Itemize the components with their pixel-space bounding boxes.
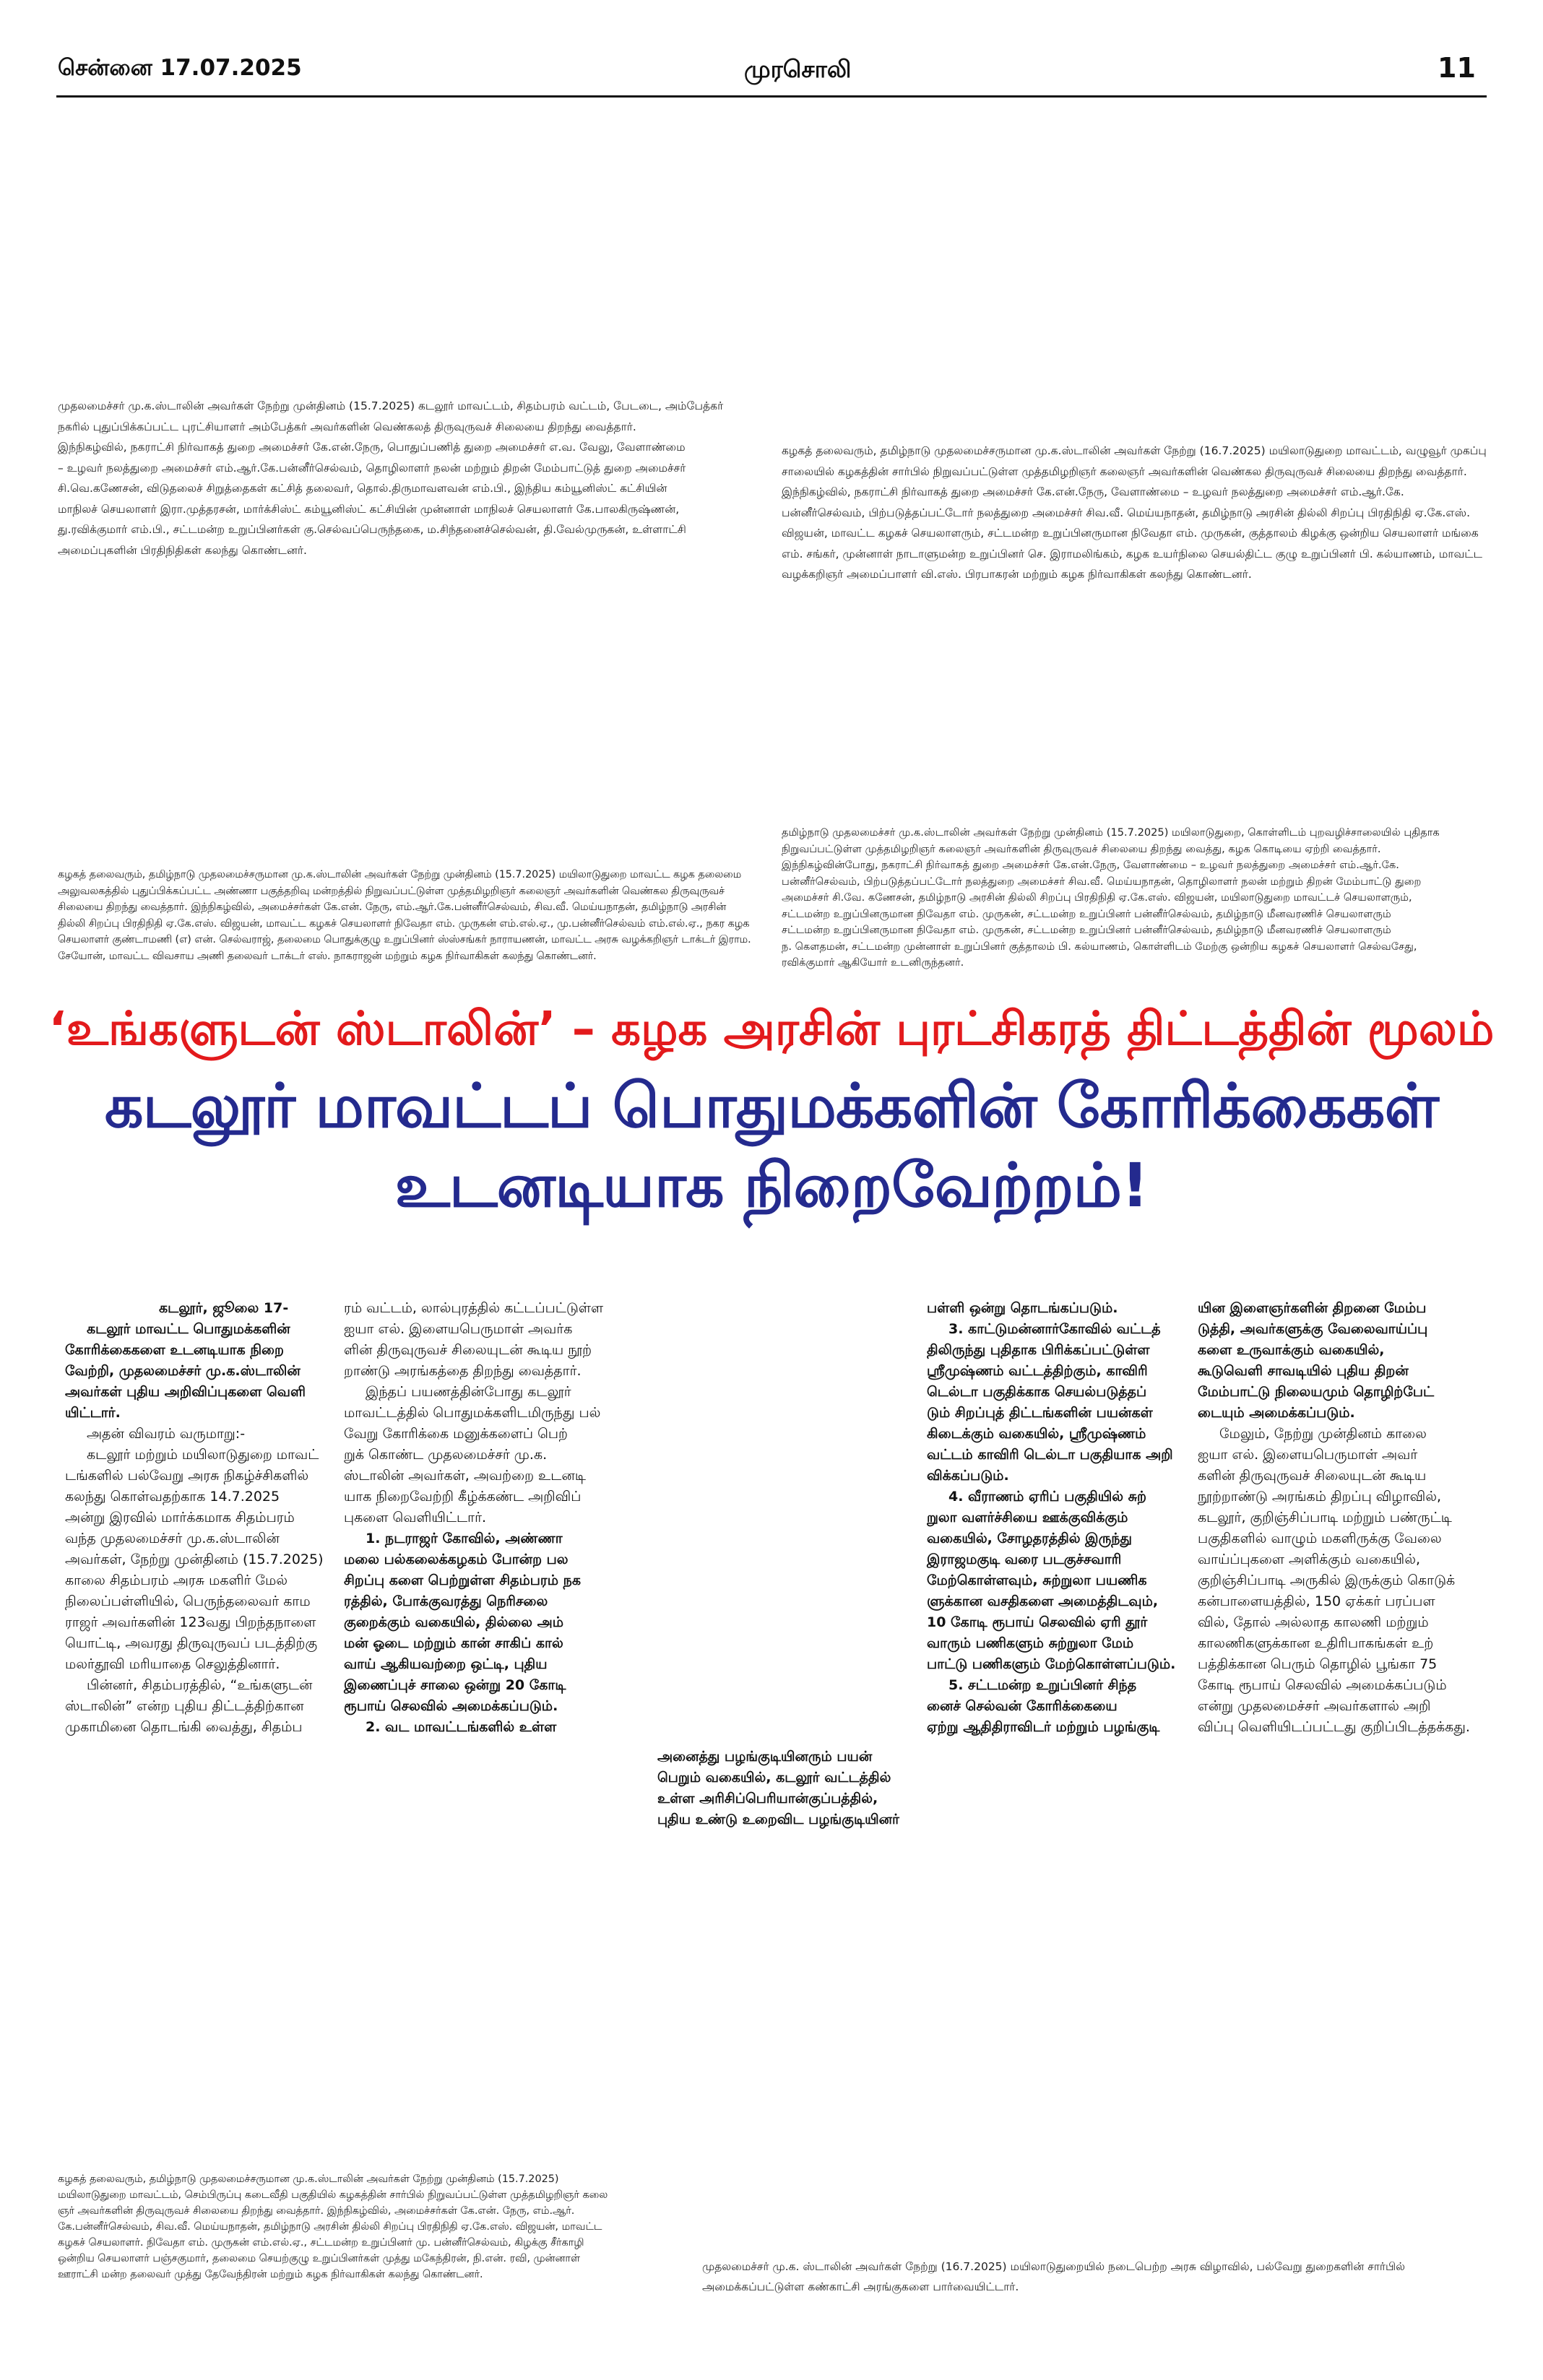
text-line: அவர்கள், நேற்று முன்தினம் (15.7.2025) (65, 1552, 324, 1567)
photo-caption (58, 867, 751, 964)
text-line: வாரும் பணிகளும் சுற்றுலா மேம் (927, 1635, 1134, 1651)
text-line: கலந்து கொள்வதற்காக 14.7.2025 (65, 1489, 280, 1505)
text-line: சட்டமன்ற உறுப்பினருமான நிவேதா எம். முருகன், சட்டமன்ற உறுப்பினர் பன்னீர்செல்வம், தமிழ்நாடு மீனவரணிச் செயலாளரும் (782, 924, 1391, 936)
text-line: விக்கப்படும். (927, 1468, 1009, 1484)
text-line: செயலாளர் குண்டாமணி (எ) என். செல்வராஜ், தலைமை பொதுக்குழு உறுப்பினர் ஸ்ஸ்சங்கர் நாராயணன், மாவட்ட அரசு வழக்கறிஞர் டாக்டர் இராம. (58, 934, 751, 945)
text-line: கிடைக்கும் வகையில், ஸ்ரீமுஷ்ணம் (927, 1426, 1146, 1442)
text-line: றாண்டு அரங்கத்தை திறந்து வைத்தார். (344, 1363, 582, 1379)
text-line: ஸ்டாலின் அவர்கள், அவற்றை உடனடி (344, 1468, 586, 1484)
text-line: முதலமைச்சர் மு.க.ஸ்டாலின் அவர்கள் நேற்று முன்தினம் (15.7.2025) கடலூர் மாவட்டம், சிதம்பரம் வட்டம், பேடடை, அம்பேத்கர் (58, 399, 724, 412)
text-line: வழக்கறிஞர் அமைப்பாளர் வி.எஸ். பிரபாகரன் மற்றும் கழக நிர்வாகிகள் கலந்து கொண்டனர். (782, 568, 1252, 581)
text-line: றுக் கொண்ட முதலமைச்சர் மு.க. (344, 1447, 548, 1463)
text-line: மாவட்டத்தில் பொதுமக்களிடமிருந்து பல் (344, 1405, 601, 1421)
text-line: ஸ்டாலின்” என்ற புதிய திட்டத்திற்கான (65, 1698, 304, 1714)
text-line: ரம் வட்டம், லால்புரத்தில் கட்டப்பட்டுள்ள (344, 1300, 604, 1316)
header-rule (56, 95, 1487, 98)
text-line: அமைச்சர் சி.வே. கணேசன், தமிழ்நாடு அரசின் தில்லி சிறப்பு பிரதிநிதி ஏ.கே.எஸ். விஜயன், மயிலாடுதுறை மாவட்டச் செயலாளரும், (782, 891, 1412, 904)
page-number: 11 (1438, 52, 1476, 84)
photo-caption (702, 2256, 1405, 2297)
masthead: முரசொலி (744, 55, 852, 83)
text-line: தில்லி சிறப்பு பிரதிநிதி ஏ.கே.எஸ். விஜயன், மாவட்ட கழகச் செயலாளர் நிவேதா எம். முருகன் எம்.எல்.ஏ., மு.பன்னீர்செல்வம் எம்.எல்.ஏ., நகர கழக (58, 917, 750, 930)
text-line: வில், தோல் அல்லாத காலணி மற்றும் (1198, 1614, 1429, 1630)
article-column-1 (65, 1298, 324, 1738)
text-line: சாலையில் கழகத்தின் சார்பில் நிறுவப்பட்டுள்ள முத்தமிழறிஞர் கலைஞர் அவர்களின் வெண்கல திருவுருவச் சிலையை திறந்து வைத்தார். (782, 464, 1467, 478)
text-line: குறிஞ்சிப்பாடி அருகில் இருக்கும் கொடுக் (1198, 1572, 1456, 1588)
text-line: களை உருவாக்கும் வகையில், (1198, 1342, 1385, 1358)
text-line: பகுதிகளில் வாழும் மகளிருக்கு வேலை (1198, 1531, 1442, 1546)
text-line: யொட்டி, அவரது திருவுருவப் படத்திற்கு (65, 1635, 318, 1651)
text-line: கடலூர் மாவட்ட பொதுமக்களின் (87, 1321, 290, 1337)
text-line: காலணிகளுக்கான உதிரிபாகங்கள் உற் (1198, 1635, 1434, 1651)
text-line: வேறு கோரிக்கை மனுக்களைப் பெற் (344, 1426, 568, 1442)
text-line: காலை சிதம்பரம் அரசு மகளிர் மேல் (65, 1572, 288, 1588)
text-line: கடலூர் மற்றும் மயிலாடுதுறை மாவட் (87, 1447, 319, 1463)
text-line: இந்நிகழ்வின்போது, நகராட்சி நிர்வாகத் துறை அமைச்சர் கே.என்.நேரு, வேளாண்மை – உழவர் நலத்துறை அமைச்சர் எம்.ஆர்.கே. (782, 859, 1399, 871)
text-line: வாய்ப்புகளை அளிக்கும் வகையில், (1198, 1552, 1420, 1567)
text-line: மாநிலச் செயலாளர் இரா.முத்தரசன், மார்க்சிஸ்ட் கம்யூனிஸ்ட் கட்சியின் முன்னாள் மாநிலச் செயலாளர் கே.பாலகிருஷ்ணன், (58, 502, 680, 516)
text-line: நிறுவப்பட்டுள்ள முத்தமிழறிஞர் கலைஞர் அவர்களின் திருவுருவச் சிலையை திறந்து வைத்து, கழக கொடியை ஏற்றி வைத்தார். (782, 842, 1381, 855)
text-line: 4. வீராணம் ஏரிப் பகுதியில் சுற் (948, 1489, 1146, 1505)
text-line: மேற்கொள்ளவும், சுற்றுலா பயணிக (927, 1572, 1147, 1588)
text-line: இந்தப் பயணத்தின்போது கடலூர் (366, 1384, 571, 1400)
text-line: பின்னர், சிதம்பரத்தில், “உங்களுடன் (87, 1677, 313, 1693)
text-line: அவர்கள் புதிய அறிவிப்புகளை வெளி (65, 1384, 306, 1400)
text-line: வேற்றி, முதலமைச்சர் மு.க.ஸ்டாலின் (65, 1363, 301, 1379)
text-line: பன்னீர்செல்வம், பிற்படுத்தப்பட்டோர் நலத்துறை அமைச்சர் சிவ.வீ. மெய்யநாதன், தொழிலாளர் நலன் மற்றும் திறன் மேம்பாட்டு துறை (782, 875, 1422, 888)
text-line: அமைப்புகளின் பிரதிநிதிகள் கலந்து கொண்டனர். (58, 543, 307, 557)
text-line: 1. நடராஜர் கோவில், அண்ணா (366, 1531, 563, 1546)
text-line: யின இளைஞர்களின் திறனை மேம்ப (1198, 1300, 1427, 1316)
text-line: இந்நிகழ்வில், நகராட்சி நிர்வாகத் துறை அமைச்சர் கே.என்.நேரு, வேளாண்மை – உழவர் நலத்துறை அமைச்சர் எம்.ஆர்.கே. (782, 485, 1404, 498)
text-line: 5. சட்டமன்ற உறுப்பினர் சிந்த (948, 1677, 1137, 1693)
text-line: யிட்டார். (65, 1405, 121, 1421)
article-column-3 (657, 1747, 899, 1830)
text-line: பன்னீர்செல்வம், பிற்படுத்தப்பட்டோர் நலத்துறை அமைச்சர் சிவ.வீ. மெய்யநாதன், தமிழ்நாடு அரசின் தில்லி சிறப்பு பிரதிநிதி ஏ.கே.எஸ். (782, 506, 1471, 519)
headline-main: கடலூர் மாவட்டப் பொதுமக்களின் கோரிக்கைகள் உடனடியாக நிறைவேற்றம்! (104, 1070, 1439, 1221)
text-line: அமைக்கப்பட்டுள்ள கண்காட்சி அரங்குகளை பார்வையிட்டார். (702, 2280, 1019, 2293)
text-line: 10 கோடி ரூபாய் செலவில் ஏரி தூர் (927, 1614, 1148, 1630)
text-line: சட்டமன்ற உறுப்பினருமான நிவேதா எம். முருகன், சட்டமன்ற உறுப்பினர் பன்னீர்செல்வம், தமிழ்நாடு மீனவரணிச் செயலாளரும் (782, 907, 1391, 920)
text-line: பாட்டு பணிகளும் மேற்கொள்ளப்படும். (927, 1656, 1176, 1672)
text-line: னைச் செல்வன் கோரிக்கையை (927, 1698, 1118, 1714)
text-line: றுலா வளர்ச்சியை ஊக்குவிக்கும் (927, 1510, 1128, 1526)
text-line: சி.வெ.கணேசன், விடுதலைச் சிறுத்தைகள் கட்சித் தலைவர், தொல்.திருமாவளவன் எம்.பி., இந்திய கம்யூனிஸ்ட் கட்சியின் (58, 482, 667, 495)
text-line: கடலூர், ஜூலை 17- (159, 1300, 289, 1316)
text-line: கன்பாளையத்தில், 150 ஏக்கர் பரப்பள (1198, 1593, 1435, 1609)
article-column-4 (927, 1298, 1175, 1738)
text-line: ஊராட்சி மன்ற தலைவர் முத்து தேவேந்திரன் மற்றும் கழக நிர்வாகிகள் கலந்து கொண்டனர். (58, 2269, 483, 2280)
text-line: கூடுவெளி சாவடியில் புதிய திறன் (1198, 1363, 1409, 1379)
text-line: முகாமினை தொடங்கி வைத்து, சிதம்ப (65, 1719, 303, 1735)
text-line: ராஜர் அவர்களின் 123வது பிறந்தநாளை (65, 1614, 316, 1630)
text-line: கடலூர், குறிஞ்சிப்பாடி மற்றும் பண்ருட்டி (1198, 1510, 1452, 1526)
photo-caption (58, 2171, 608, 2282)
text-line: அனைத்து பழங்குடியினரும் பயன் (657, 1749, 873, 1765)
text-line: திலிருந்து புதிதாக பிரிக்கப்பட்டுள்ள (927, 1342, 1150, 1358)
text-line: கழகச் செயலாளர். நிவேதா எம். முருகன் எம்.எல்.ஏ., சட்டமன்ற உறுப்பினர் மு. பன்னீர்செல்வம், கிழக்கு சீர்காழி (58, 2237, 584, 2249)
text-line: சேயோன், மாவட்ட விவசாய அணி தலைவர் டாக்டர் எஸ். நாகராஜன் மற்றும் கழக நிர்வாகிகள் கலந்து கொண்டனர். (58, 950, 597, 962)
text-line: டங்களில் பல்வேறு அரசு நிகழ்ச்சிகளில் (65, 1468, 309, 1484)
text-line: எம். சங்கர், முன்னாள் நாடாளுமன்ற உறுப்பினர் செ. இராமலிங்கம், கழக உயர்நிலை செயல்திட்ட குழு உறுப்பினர் பி. கல்யாணம், மாவட்ட (782, 547, 1482, 561)
photo-caption (58, 396, 723, 561)
text-line: ந. கௌதமன், சட்டமன்ற முன்னாள் உறுப்பினர் குத்தாலம் பி. கல்யாணம், கொள்ளிடம் மேற்கு ஒன்றிய கழகச் செயலாளர் செல்வசேது, (782, 940, 1417, 953)
text-line: பெறும் வகையில், கடலூர் வட்டத்தில் (657, 1770, 891, 1786)
text-line: கழகத் தலைவரும், தமிழ்நாடு முதலமைச்சருமான மு.க.ஸ்டாலின் அவர்கள் நேற்று முன்தினம் (15.7.2025) மயிலாடுதுறை மாவட்ட கழக தலைமை (58, 869, 742, 880)
headline-kicker: ‘உங்களுடன் ஸ்டாலின்’ – கழக அரசின் புரட்சிகரத் திட்டத்தின் மூலம் (48, 1003, 1495, 1056)
text-line: 3. காட்டுமன்னார்கோவில் வட்டத் (948, 1321, 1161, 1337)
text-line: வட்டம் காவிரி டெல்டா பகுதியாக அறி (927, 1447, 1173, 1463)
text-line: ஐயா எல். இளையபெருமாள் அவர் (1198, 1447, 1418, 1463)
text-line: பத்திக்கான பெரும் தொழில் பூங்கா 75 (1198, 1656, 1438, 1672)
text-line: டையும் அமைக்கப்படும். (1198, 1405, 1355, 1421)
text-line: களின் திருவுருவச் சிலையுடன் கூடிய (1198, 1468, 1427, 1484)
text-line: து.ரவிக்குமார் எம்.பி., சட்டமன்ற உறுப்பினர்கள் கு.செல்வப்பெருந்தகை, ம.சிந்தனைச்செல்வன், தி.வேல்முருகன், உள்ளாட்சி (58, 523, 686, 536)
text-line: ஞர் அவர்களின் திருவுருவச் சிலையை திறந்து வைத்தார். இந்நிகழ்வில், அமைச்சர்கள் கே.என். நேரு, எம்.ஆர். (58, 2205, 575, 2217)
text-line: ரவிக்குமார் ஆகியோர் உடனிருந்தனர். (782, 956, 964, 969)
text-line: அன்று இரவில் மார்க்கமாக சிதம்பரம் (65, 1510, 295, 1526)
text-line: ஐயா எல். இளையபெருமாள் அவர்க (344, 1321, 573, 1337)
text-line: ஸ்ரீமுஷ்ணம் வட்டத்திற்கும், காவிரி (927, 1363, 1148, 1379)
text-line: அலுவலகத்தில் புதுப்பிக்கப்பட்ட அண்ணா பகுத்தறிவு மன்றத்தில் நிறுவப்பட்டுள்ள முத்தமிழறிஞர் கலைஞர் அவர்களின் வெண்கல திருவுருவச் (58, 885, 725, 897)
text-line: ரத்தில், போக்குவரத்து நெரிசலை (344, 1593, 548, 1609)
text-line: இராஜமகுடி வரை படகுச்சவாரி (927, 1552, 1122, 1567)
text-line: மயிலாடுதுறை மாவட்டம், செம்பிருப்பு கடைவீதி பகுதியில் கழகத்தின் சார்பில் நிறுவப்பட்டுள்ள முத்தமிழறிஞர் கலை (58, 2189, 608, 2201)
text-line: மேம்பாட்டு நிலையமும் தொழிற்பேட் (1198, 1384, 1435, 1400)
dateline: சென்னை 17.07.2025 (58, 55, 302, 81)
text-line: சிறப்பு களை பெற்றுள்ள சிதம்பரம் நக (344, 1572, 581, 1588)
text-line: வந்த முதலமைச்சர் மு.க.ஸ்டாலின் (65, 1531, 280, 1546)
text-line: டும் சிறப்புத் திட்டங்களின் பயன்கள் (927, 1405, 1153, 1421)
text-line: அதன் விவரம் வருமாறு:- (87, 1426, 246, 1442)
text-line: ரூபாய் செலவில் அமைக்கப்படும். (344, 1698, 558, 1714)
text-line: தமிழ்நாடு முதலமைச்சர் மு.க.ஸ்டாலின் அவர்கள் நேற்று முன்தினம் (15.7.2025) மயிலாடுதுறை, கொள்ளிடம் புறவழிச்சாலையில் புதிதாக (782, 826, 1440, 839)
text-line: நூற்றாண்டு அரங்கம் திறப்பு விழாவில், (1198, 1489, 1442, 1505)
text-line: கோடி ரூபாய் செலவில் அமைக்கப்படும் (1198, 1677, 1447, 1693)
text-line: பள்ளி ஒன்று தொடங்கப்படும். (927, 1300, 1118, 1316)
text-line: 2. வட மாவட்டங்களில் உள்ள (366, 1719, 557, 1735)
text-line: முதலமைச்சர் மு.க. ஸ்டாலின் அவர்கள் நேற்று (16.7.2025) மயிலாடுதுறையில் நடைபெற்ற அரசு விழாவில், பல்வேறு துறைகளின் சார்பில் (702, 2260, 1406, 2273)
text-line: கே.பன்னீர்செல்வம், சிவ.வீ. மெய்யநாதன், தமிழ்நாடு அரசின் தில்லி சிறப்பு பிரதிநிதி ஏ.கே.எஸ். விஜயன், மாவட்ட (58, 2221, 602, 2233)
text-line: மலை பல்கலைக்கழகம் போன்ற பல (344, 1552, 569, 1567)
text-line: உள்ள அரிசிப்பெரியான்குப்பத்தில், (657, 1791, 878, 1806)
text-line: புகளை வெளியிட்டார். (344, 1510, 487, 1526)
text-line: கோரிக்கைகளை உடனடியாக நிறை (65, 1342, 284, 1358)
text-line: டெல்டா பகுதிக்காக செயல்படுத்தப் (927, 1384, 1147, 1400)
text-line: இந்நிகழ்வில், நகராட்சி நிர்வாகத் துறை அமைச்சர் கே.என்.நேரு, பொதுப்பணித் துறை அமைச்சர் எ.வ. வேலு, வேளாண்மை (58, 441, 686, 454)
text-line: புதிய உண்டு உறைவிட பழங்குடியினர் (657, 1812, 899, 1827)
text-line: கழகத் தலைவரும், தமிழ்நாடு முதலமைச்சருமான மு.க.ஸ்டாலின் அவர்கள் நேற்று (16.7.2025) மயிலாடுதுறை மாவட்டம், வழுவூர் முகப்பு (782, 444, 1487, 457)
text-line: – உழவர் நலத்துறை அமைச்சர் எம்.ஆர்.கே.பன்னீர்செல்வம், தொழிலாளர் நலன் மற்றும் திறன் மேம்பாட்டுத் துறை அமைச்சர் (58, 461, 686, 475)
article-column-5 (1198, 1298, 1470, 1738)
text-line: ஏற்று ஆதிதிராவிடர் மற்றும் பழங்குடி (927, 1719, 1160, 1735)
photo-caption (782, 825, 1440, 972)
text-line: மேலும், நேற்று முன்தினம் காலை (1219, 1426, 1427, 1442)
photo-caption (782, 441, 1487, 585)
text-line: வகையில், சோழதரத்தில் இருந்து (927, 1531, 1132, 1546)
text-line: விஜயன், மாவட்ட கழகச் செயலாளரும், சட்டமன்ற உறுப்பினருமான நிவேதா எம். முருகன், குத்தாலம் கிழக்கு ஒன்றிய செயலாளர் மங்கை (782, 527, 1479, 540)
text-line: கழகத் தலைவரும், தமிழ்நாடு முதலமைச்சருமான மு.க.ஸ்டாலின் அவர்கள் நேற்று முன்தினம் (15.7.2025) (58, 2173, 559, 2185)
text-line: நகரில் புதுப்பிக்கப்பட்ட புரட்சியாளர் அம்பேத்கர் அவர்களின் வெண்கலத் திருவுருவச் சிலையை திறந்து வைத்தார். (58, 420, 636, 433)
text-line: குறைக்கும் வகையில், தில்லை அம் (344, 1614, 564, 1630)
text-line: விப்பு வெளியிடப்பட்டது குறிப்பிடத்தக்கது. (1198, 1719, 1470, 1735)
text-line: யாக நிறைவேற்றி கீழ்க்கண்ட அறிவிப் (344, 1489, 582, 1505)
text-line: சிலையை திறந்து வைத்தார். இந்நிகழ்வில், அமைச்சர்கள் கே.என். நேரு, எம்.ஆர்.கே.பன்னீர்செல்வம், சிவ.வீ. மெய்யநாதன், தமிழ்நாடு அரசின் (58, 901, 727, 913)
text-line: மன் ஓடை மற்றும் கான் சாகிப் கால் (344, 1635, 563, 1651)
text-line: ஒன்றிய செயலாளர் பஞ்சகுமார், தலைமை செயற்குழு உறுப்பினர்கள் முத்து மகேந்திரன், நி.என். ரவி, முன்னாள் (58, 2253, 580, 2264)
text-line: என்று முதலமைச்சர் அவர்களால் அறி (1198, 1698, 1431, 1714)
article-column-2 (344, 1298, 603, 1738)
text-line: வாய் ஆகியவற்றை ஒட்டி, புதிய (344, 1656, 548, 1672)
text-line: மலர்தூவி மரியாதை செலுத்தினார். (65, 1656, 280, 1672)
text-line: இணைப்புச் சாலை ஒன்று 20 கோடி (344, 1677, 566, 1693)
text-line: டுத்தி, அவர்களுக்கு வேலைவாய்ப்பு (1198, 1321, 1428, 1337)
text-line: ளுக்கான வசதிகளை அமைத்திடவும், (927, 1593, 1159, 1609)
text-line: நிலைப்பள்ளியில், பெருந்தலைவர் காம (65, 1593, 311, 1609)
text-line: ளின் திருவுருவச் சிலையுடன் கூடிய நூற் (344, 1342, 592, 1358)
